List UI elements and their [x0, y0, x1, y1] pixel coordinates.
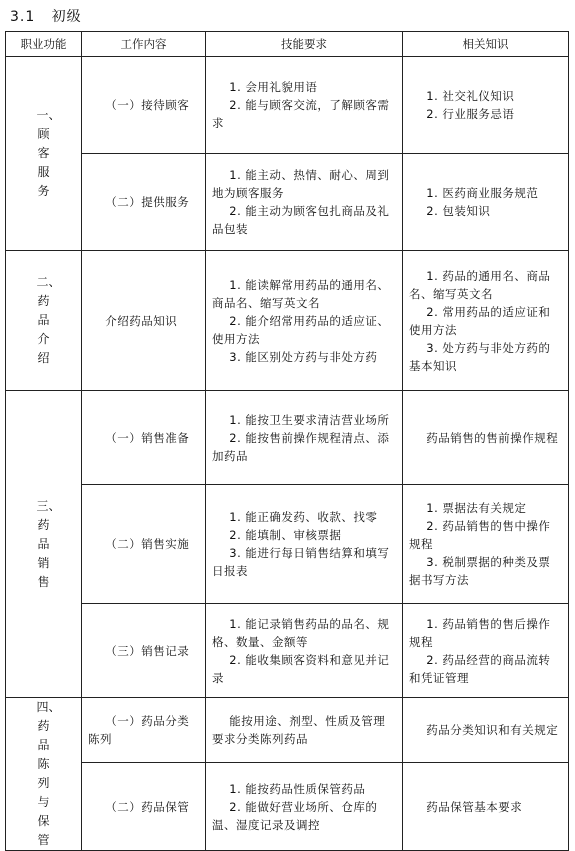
knowledge-line: 2. 包装知识 — [426, 204, 491, 218]
skill-line: 3. 能进行每日销售结算和填写日报表 — [212, 546, 390, 578]
function-cell — [6, 251, 82, 391]
skill-line: 1. 能按卫生要求清洁营业场所 — [229, 412, 390, 427]
skills-cell — [206, 391, 403, 485]
content-label: 介绍药品知识 — [105, 313, 178, 328]
table-row — [6, 57, 569, 154]
skill-line: 2. 能填制、审核票据 — [229, 528, 342, 542]
skill-line: 2. 能按售前操作规程清点、添加药品 — [212, 430, 390, 463]
table-header-row — [6, 32, 569, 57]
skill-line: 能按用途、剂型、性质及管理要求分类陈列药品 — [212, 714, 386, 747]
skill-line: 3. 能区别处方药与非处方药 — [229, 349, 378, 364]
skills-table — [5, 31, 569, 851]
skill-line: 1. 能记录销售药品的品名、规格、数量、金额等 — [212, 616, 390, 649]
skills-cell — [206, 485, 403, 604]
content-cell — [82, 604, 206, 698]
content-cell — [82, 763, 206, 851]
skill-line: 1. 会用礼貌用语 — [229, 80, 318, 94]
knowledge-line: 1. 社交礼仪知识 — [426, 89, 515, 103]
skills-cell — [206, 251, 403, 391]
knowledge-line: 3. 处方药与非处方药的基本知识 — [409, 340, 551, 373]
skills-cell — [206, 763, 403, 851]
content-label: （三）销售记录 — [105, 643, 190, 658]
skill-line: 2. 能介绍常用药品的适应证、使用方法 — [212, 313, 390, 346]
table-row — [6, 604, 569, 698]
knowledge-line: 1. 药品销售的售后操作规程 — [409, 616, 551, 649]
knowledge-line: 2. 常用药品的适应证和使用方法 — [409, 304, 551, 337]
function-cell — [6, 698, 82, 851]
knowledge-cell — [403, 763, 569, 851]
skill-line: 2. 能主动为顾客包扎商品及礼品包装 — [212, 204, 390, 236]
column-header: 职业功能 — [6, 32, 82, 57]
knowledge-line: 1. 票据法有关规定 — [426, 501, 527, 515]
table-row — [6, 485, 569, 604]
table-row — [6, 763, 569, 851]
content-label: （二）药品保管 — [105, 799, 190, 814]
skill-line: 1. 能读解常用药品的通用名、商品名、缩写英文名 — [212, 277, 390, 310]
knowledge-line: 3. 税制票据的种类及票据书写方法 — [409, 555, 551, 587]
skill-line: 1. 能正确发药、收款、找零 — [229, 510, 378, 524]
knowledge-cell — [403, 604, 569, 698]
section-title: 初级 — [51, 9, 82, 25]
skills-cell — [206, 604, 403, 698]
content-label: （二）销售实施 — [105, 537, 190, 551]
skill-line: 2. 能收集顾客资料和意见并记录 — [212, 652, 390, 685]
knowledge-line: 药品分类知识和有关规定 — [426, 723, 559, 738]
function-cell — [6, 391, 82, 698]
knowledge-line: 2. 药品销售的售中操作规程 — [409, 519, 551, 551]
knowledge-line: 2. 药品经营的商品流转和凭证管理 — [409, 652, 551, 685]
skill-line: 2. 能做好营业场所、仓库的温、湿度记录及调控 — [212, 799, 378, 832]
knowledge-cell — [403, 57, 569, 154]
knowledge-line: 药品销售的售前操作规程 — [426, 430, 559, 445]
skills-cell — [206, 57, 403, 154]
knowledge-line: 1. 药品的通用名、商品名、缩写英文名 — [409, 268, 551, 301]
content-cell — [82, 485, 206, 604]
table-row — [6, 698, 569, 763]
content-cell — [82, 57, 206, 154]
table-row — [6, 154, 569, 251]
skill-line: 2. 能与顾客交流，了解顾客需求 — [212, 98, 390, 130]
content-label: （一）接待顾客 — [105, 98, 190, 112]
content-cell — [82, 154, 206, 251]
content-cell — [82, 391, 206, 485]
skills-cell — [206, 698, 403, 763]
skill-line: 1. 能按药品性质保管药品 — [229, 781, 366, 796]
function-label: 二、药品介绍 — [36, 275, 61, 365]
content-label: （一）药品分类陈列 — [88, 714, 190, 747]
content-cell — [82, 698, 206, 763]
knowledge-cell — [403, 391, 569, 485]
skills-cell — [206, 154, 403, 251]
table-row — [6, 391, 569, 485]
table-row — [6, 251, 569, 391]
function-label: 三、药品销售 — [36, 498, 61, 589]
knowledge-cell — [403, 251, 569, 391]
knowledge-cell — [403, 485, 569, 604]
function-cell — [6, 57, 82, 251]
content-label: （二）提供服务 — [105, 195, 190, 209]
skill-line: 1. 能主动、热情、耐心、周到地为顾客服务 — [212, 168, 390, 200]
knowledge-line: 1. 医药商业服务规范 — [426, 186, 539, 200]
function-label: 四、药品陈列与保管 — [36, 700, 61, 847]
knowledge-cell — [403, 698, 569, 763]
column-header: 相关知识 — [403, 32, 569, 57]
column-header: 工作内容 — [82, 32, 206, 57]
knowledge-line: 药品保管基本要求 — [426, 799, 523, 814]
content-label: （一）销售准备 — [105, 430, 190, 445]
section-number: 3.1 — [10, 9, 36, 25]
section-heading — [10, 6, 82, 26]
content-cell — [82, 251, 206, 391]
function-label: 一、顾客服务 — [36, 108, 61, 198]
knowledge-cell — [403, 154, 569, 251]
knowledge-line: 2. 行业服务忌语 — [426, 107, 515, 121]
column-header: 技能要求 — [206, 32, 403, 57]
